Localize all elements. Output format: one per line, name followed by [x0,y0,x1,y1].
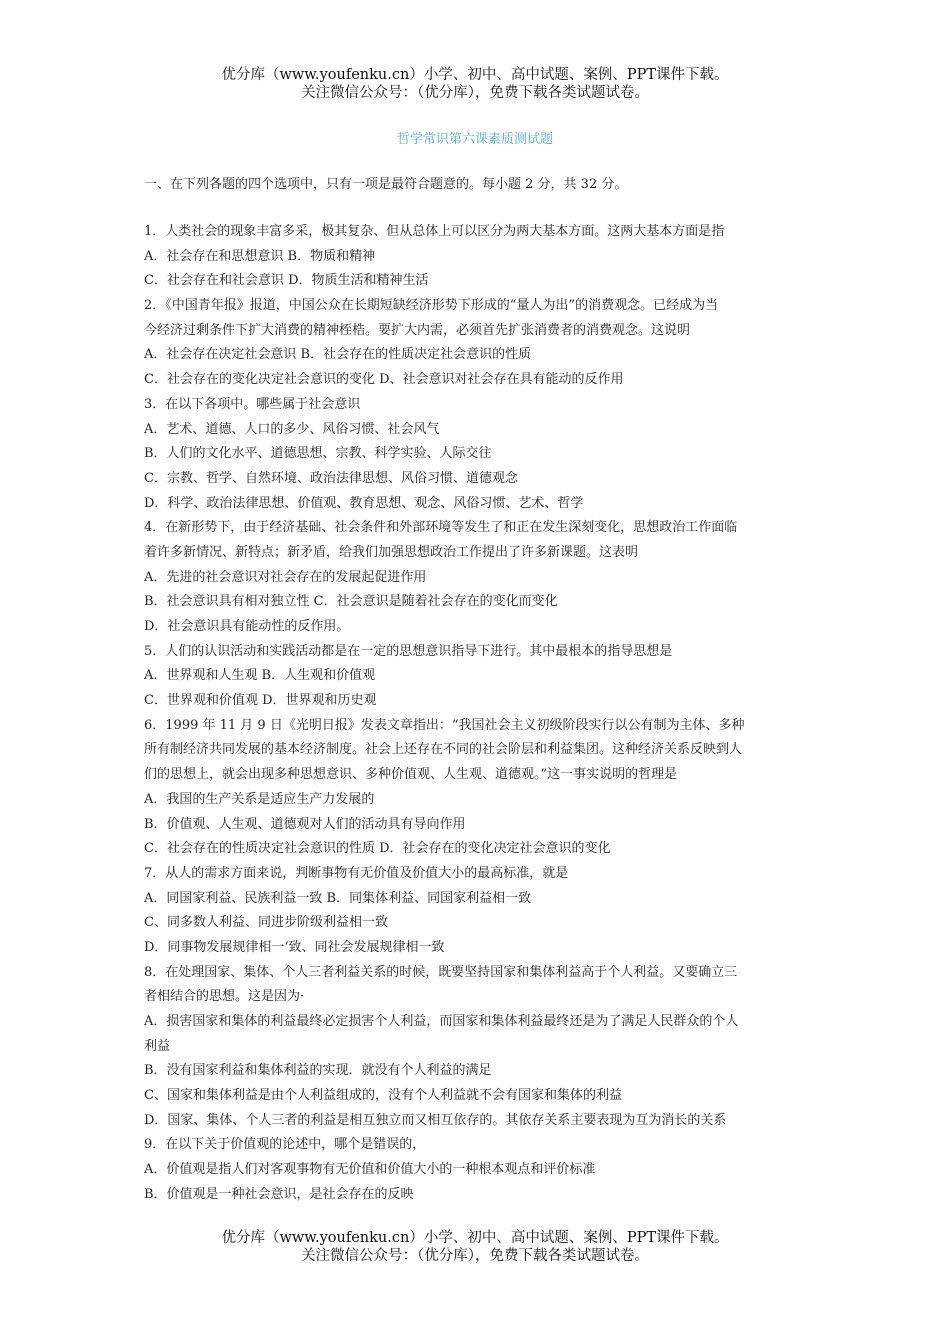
text-line: B．价值观、人生观、道德观对人们的活动具有导向作用 [144,816,466,832]
text-line: C、国家和集体利益是由个人利益组成的，没有个人利益就不会有国家和集体的利益 [144,1088,622,1104]
header-line-2: 关注微信公众号：（优分库），免费下载各类试题试卷。 [301,85,649,101]
text-line: 利益 [144,1038,171,1054]
text-line: 8．在处理国家、集体、个人三者利益关系的时候，既要坚持国家和集体利益高于个人利益。又要确立三 [144,964,738,980]
footer-line-1: 优分库（www.youfenku.cn）小学、初中、高中试题、案例、PPT课件下载。 [221,1230,729,1246]
text-line: D．科学、政治法律思想、价值观、教育思想、观念、风俗习惯、艺术、哲学 [144,495,584,511]
text-line: 7．从人的需求方面来说，判断事物有无价值及价值大小的最高标准，就是 [144,865,569,881]
text-line: 3．在以下各项中。哪些属于社会意识 [144,396,361,412]
text-line: 5．人们的认识活动和实践活动都是在一定的思想意识指导下进行。其中最根本的指导思想是 [144,643,673,659]
text-line: A．损害国家和集体的利益最终必定损害个人利益，而国家和集体利益最终还是为了满足人民群众的个人 [144,1014,739,1029]
text-line: C．社会存在和社会意识 D．物质生活和精神生活 [144,273,429,289]
text-line: 4．在新形势下，由于经济基础、社会条件和外部环境等发生了和正在发生深刻变化，思想政治工作面临 [144,520,738,536]
text-line: C、同多数人利益、同进步阶级利益相一致 [144,915,388,931]
page-footer [0,1229,950,1265]
text-line: A．我国的生产关系是适应生产力发展的 [144,791,375,807]
text-line: B．没有国家利益和集体利益的实现．就没有个人利益的满足 [144,1063,492,1079]
text-line: A．价值观是指人们对客观事物有无价值和价值大小的一种根本观点和评价标准 [144,1162,596,1178]
page-header [0,66,950,102]
text-line: C．世界观和价值观 D．世界观和历史观 [144,693,377,709]
text-line: 2．《中国青年报》报道，中国公众在长期短缺经济形势下形成的“量人为出”的消费观念。已经成为当 [144,298,719,314]
text-line: A．社会存在决定社会意识 B．社会存在的性质决定社会意识的性质 [144,347,532,363]
text-line: C．社会存在的性质决定社会意识的性质 D．社会存在的变化决定社会意识的变化 [144,841,611,857]
text-line: 着许多新情况、新特点；新矛盾，给我们加强思想政治工作提出了许多新课题。这表明 [144,544,639,560]
text-line: A．社会存在和思想意识 B．物质和精神 [144,248,376,264]
text-line: 9．在以下关于价值观的论述中，哪个是错误的， [144,1137,426,1153]
text-line: B．价值观是一种社会意识，是社会存在的反映 [144,1186,414,1202]
text-line: D．社会意识具有能动性的反作用。 [144,619,350,634]
text-line: 1．人类社会的现象丰富多采，极其复杂、但从总体上可以区分为两大基本方面。这两大基本方面是指 [144,224,725,239]
text-line: A．先进的社会意识对社会存在的发展起促进作用 [144,569,427,585]
text-line: 所有制经济共同发展的基本经济制度。社会上还存在不同的社会阶层和利益集团。这种经济关系反映到人 [144,742,743,758]
header-line-1: 优分库（www.youfenku.cn）小学、初中、高中试题、案例、PPT课件下载。 [221,67,729,83]
text-line: C．社会存在的变化决定社会意识的变化 D、社会意识对社会存在具有能动的反作用 [144,372,624,388]
text-line: B．人们的文化水平、道德思想、宗教、科学实验、人际交往 [144,446,492,462]
text-line: A．世界观和人生观 B．人生观和价值观 [144,668,376,684]
text-line: B．社会意识具有相对独立性 C．社会意识是随着社会存在的变化而变化 [144,594,558,610]
document-title: 哲学常识第六课素质测试题 [396,132,553,147]
footer-line-2: 关注微信公众号：（优分库），免费下载各类试题试卷。 [301,1248,649,1264]
text-line: D．国家、集体、个人三者的利益是相互独立而又相互依存的。其依存关系主要表现为互为消长的关系 [144,1112,727,1128]
text-line: A．同国家利益、民族利益一致 B．同集体利益、同国家利益相一致 [144,890,532,906]
text-line: A．艺术、道德、人口的多少、风俗习惯、社会风气 [144,421,440,437]
section-heading: 一、在下列各题的四个选项中，只有一项是最符合题意的。每小题 2 分，共 32 分。 [144,177,628,192]
text-line: C．宗教、哲学、自然环境、政治法律思想、风俗习惯、道德观念 [144,470,518,486]
text-line: 们的思想上，就会出现多种思想意识、多种价值观、人生观、道德观。”这一事实说明的哲理是 [144,767,678,783]
text-line: D．同事物发展规律相一‘致、同社会发展规律相一致 [144,939,445,955]
text-line: 6．1999 年 11 月 9 日《光明日报》发表文章指出：“我国社会主义初级阶段实行以公有制为主体、多种 [144,717,745,733]
question-body [144,220,814,1208]
text-line: 今经济过剩条件下扩大消费的精神桎梏。要扩大内需，必须首先扩张消费者的消费观念。这说明 [144,322,691,338]
text-line: 者相结合的思想。这是因为· [144,989,305,1005]
